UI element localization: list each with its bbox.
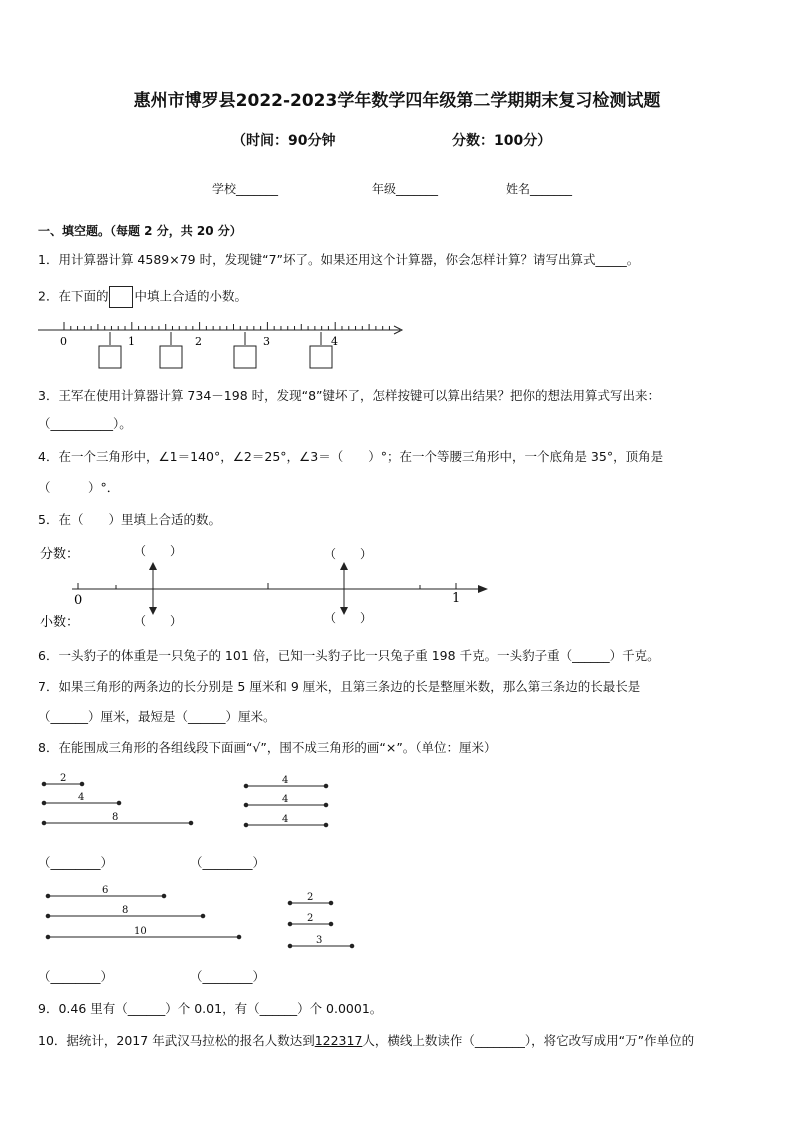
question-9: 9．0.46 里有（______）个 0.01，有（______）个 0.0001。 bbox=[38, 1001, 383, 1016]
line-label: 0 bbox=[60, 335, 67, 348]
answer-box bbox=[234, 346, 256, 368]
q8-answer-2: （________） bbox=[190, 855, 266, 870]
answer-paren: （ ） bbox=[134, 544, 183, 558]
segment-length: 10 bbox=[134, 926, 147, 937]
exam-time: （时间：90分钟 bbox=[232, 133, 336, 149]
segment-length: 4 bbox=[282, 794, 289, 805]
segment-length: 8 bbox=[122, 905, 129, 916]
question-2 bbox=[38, 286, 247, 308]
zero-label: 0 bbox=[74, 593, 83, 608]
segment-length: 2 bbox=[307, 913, 314, 924]
section-heading: 一、填空题。（每题 2 分，共 20 分） bbox=[38, 224, 242, 238]
number-line-q2 bbox=[36, 318, 408, 374]
segment-length: 4 bbox=[282, 814, 289, 825]
question-6: 6．一头豹子的体重是一只兔子的 101 倍，已知一头豹子比一只兔子重 198 千克。一头豹子重（______）千克。 bbox=[38, 648, 660, 663]
answer-box bbox=[310, 346, 332, 368]
segment-length: 8 bbox=[112, 812, 119, 823]
question-10-post: 人，横线上数读作（________），将它改写成用“万”作单位的 bbox=[362, 1033, 695, 1048]
question-3: 3．王军在使用计算器计算 734－198 时，发现“8”键坏了，怎样按键可以算出结果？把你的想法用算式写出来： bbox=[38, 388, 661, 403]
segment-length: 3 bbox=[316, 935, 323, 946]
line-label: 1 bbox=[128, 335, 135, 348]
q8-answer-4: （________） bbox=[190, 969, 266, 984]
question-10-pre: 10．据统计，2017 年武汉马拉松的报名人数达到 bbox=[38, 1033, 315, 1048]
question-5: 5．在（ ）里填上合适的数。 bbox=[38, 512, 221, 527]
line-label: 2 bbox=[195, 335, 202, 348]
answer-box bbox=[160, 346, 182, 368]
answer-paren: （ ） bbox=[134, 614, 183, 628]
segment-length: 4 bbox=[282, 775, 289, 786]
arrow-icon bbox=[478, 585, 488, 593]
question-8: 8．在能围成三角形的各组线段下面画“√”，围不成三角形的画“×”。（单位：厘米） bbox=[38, 740, 497, 755]
question-7: 7．如果三角形的两条边的长分别是 5 厘米和 9 厘米，且第三条边的长是整厘米数，那么第三条边的长最长是 bbox=[38, 679, 641, 694]
answer-box bbox=[109, 286, 133, 308]
answer-paren: （ ） bbox=[324, 611, 373, 625]
question-2-post: 中填上合适的小数。 bbox=[134, 288, 247, 304]
underlined-number: 122317 bbox=[314, 1033, 363, 1048]
decimal-label: 小数： bbox=[40, 615, 80, 630]
grade-field: 年级_______ bbox=[372, 182, 439, 196]
question-2-pre: 2．在下面的 bbox=[38, 288, 109, 304]
exam-score: 分数：100分） bbox=[452, 133, 552, 149]
line-label: 4 bbox=[331, 335, 338, 348]
segment-length: 2 bbox=[60, 773, 67, 784]
question-1: 1．用计算器计算 4589×79 时，发现键“7”坏了。如果还用这个计算器，你会怎样计算？请写出算式_____。 bbox=[38, 252, 640, 267]
name-field: 姓名_______ bbox=[506, 182, 573, 196]
line-label: 3 bbox=[263, 335, 270, 348]
page-title: 惠州市博罗县2022-2023学年数学四年级第二学期期末复习检测试题 bbox=[133, 91, 661, 111]
segment-length: 2 bbox=[307, 892, 314, 903]
answer-box bbox=[99, 346, 121, 368]
one-label: 1 bbox=[452, 591, 461, 606]
question-4: 4．在一个三角形中，∠1＝140°，∠2＝25°，∠3＝（ ）°；在一个等腰三角形中，一个底角是 35°，顶角是 bbox=[38, 449, 664, 464]
q8-answer-1: （________） bbox=[38, 855, 114, 870]
segment-length: 4 bbox=[78, 792, 85, 803]
question-10 bbox=[38, 1031, 694, 1049]
number-line-q5 bbox=[36, 538, 496, 634]
segment-groups bbox=[36, 766, 376, 986]
question-7-answer: （______）厘米，最短是（______）厘米。 bbox=[38, 709, 276, 724]
fraction-label: 分数： bbox=[40, 547, 80, 562]
question-4-answer: （ ）°． bbox=[38, 480, 120, 495]
q8-answer-3: （________） bbox=[38, 969, 114, 984]
question-3-answer: （__________）。 bbox=[38, 416, 132, 431]
segment-length: 6 bbox=[102, 885, 109, 896]
answer-paren: （ ） bbox=[324, 547, 373, 561]
school-field: 学校_______ bbox=[212, 182, 279, 196]
